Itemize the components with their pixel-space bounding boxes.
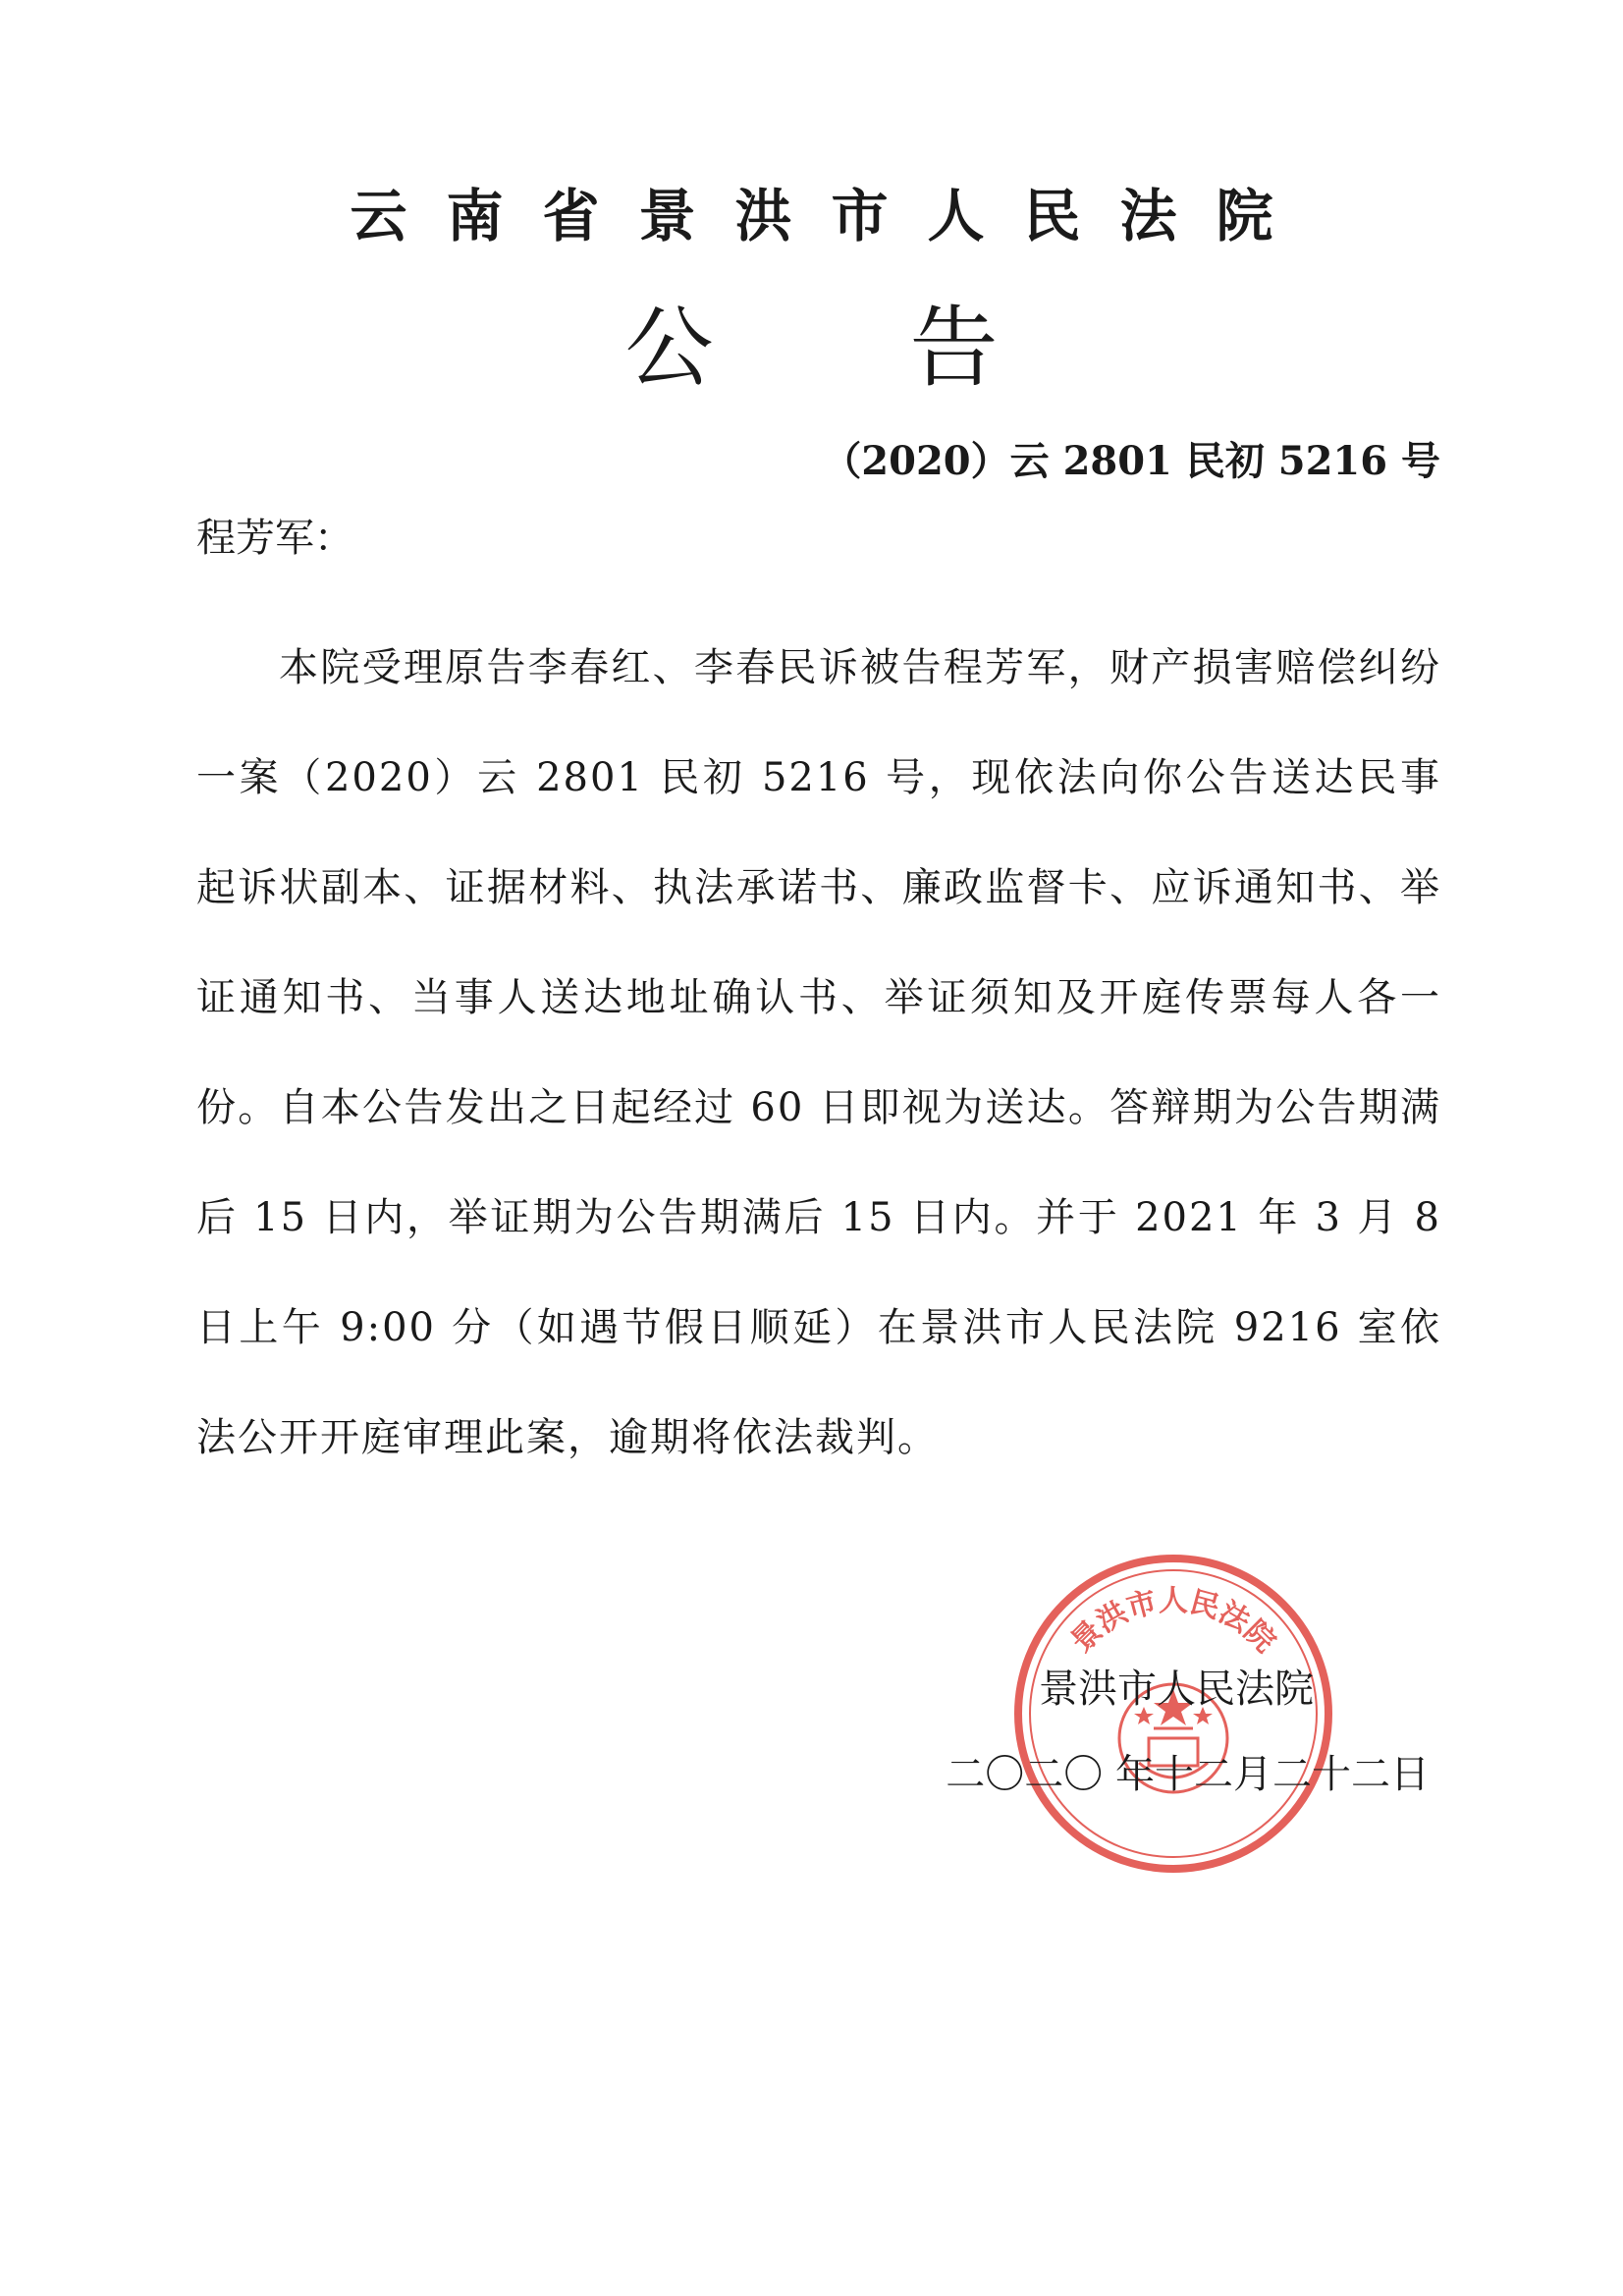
notice-body-paragraph: 本院受理原告李春红、李春民诉被告程芳军，财产损害赔偿纠纷一案（2020）云 2801 民初 5216 号，现依法向你公告送达民事起诉状副本、证据材料、执法承诺书、廉政监督卡、应诉通知书、举证通知书、当事人送达地址确认书、举证须知及开庭传票每人各一份。自本公告发出之日起经过 60 日即视为送达。答辩期为公告期满后 15 日内，举证期为公告期满后 15 日内。并于 2021 年 3 月 8 日上午 9:00 分（如遇节假日顺延）在景洪市人民法院 9216 室依法公开开庭审理此案，逾期将依法裁判。: [196, 645, 1441, 1460]
svg-text:景洪市人民法院: [1064, 1584, 1282, 1660]
document-title-part2: 告: [909, 297, 999, 400]
addressee: 程芳军：: [196, 516, 353, 561]
court-name-heading: 云南省景洪市人民法院: [350, 183, 1313, 249]
case-number: （2020）云 2801 民初 5216 号: [822, 438, 1440, 484]
signature-court-name: 景洪市人民法院: [1039, 1667, 1314, 1712]
document-title-part1: 公: [624, 297, 714, 400]
signature-date: 二〇二〇 年十二月二十二日: [946, 1752, 1430, 1797]
document-title: [0, 295, 1623, 403]
seal-text: 景洪市人民法院: [1064, 1583, 1282, 1660]
